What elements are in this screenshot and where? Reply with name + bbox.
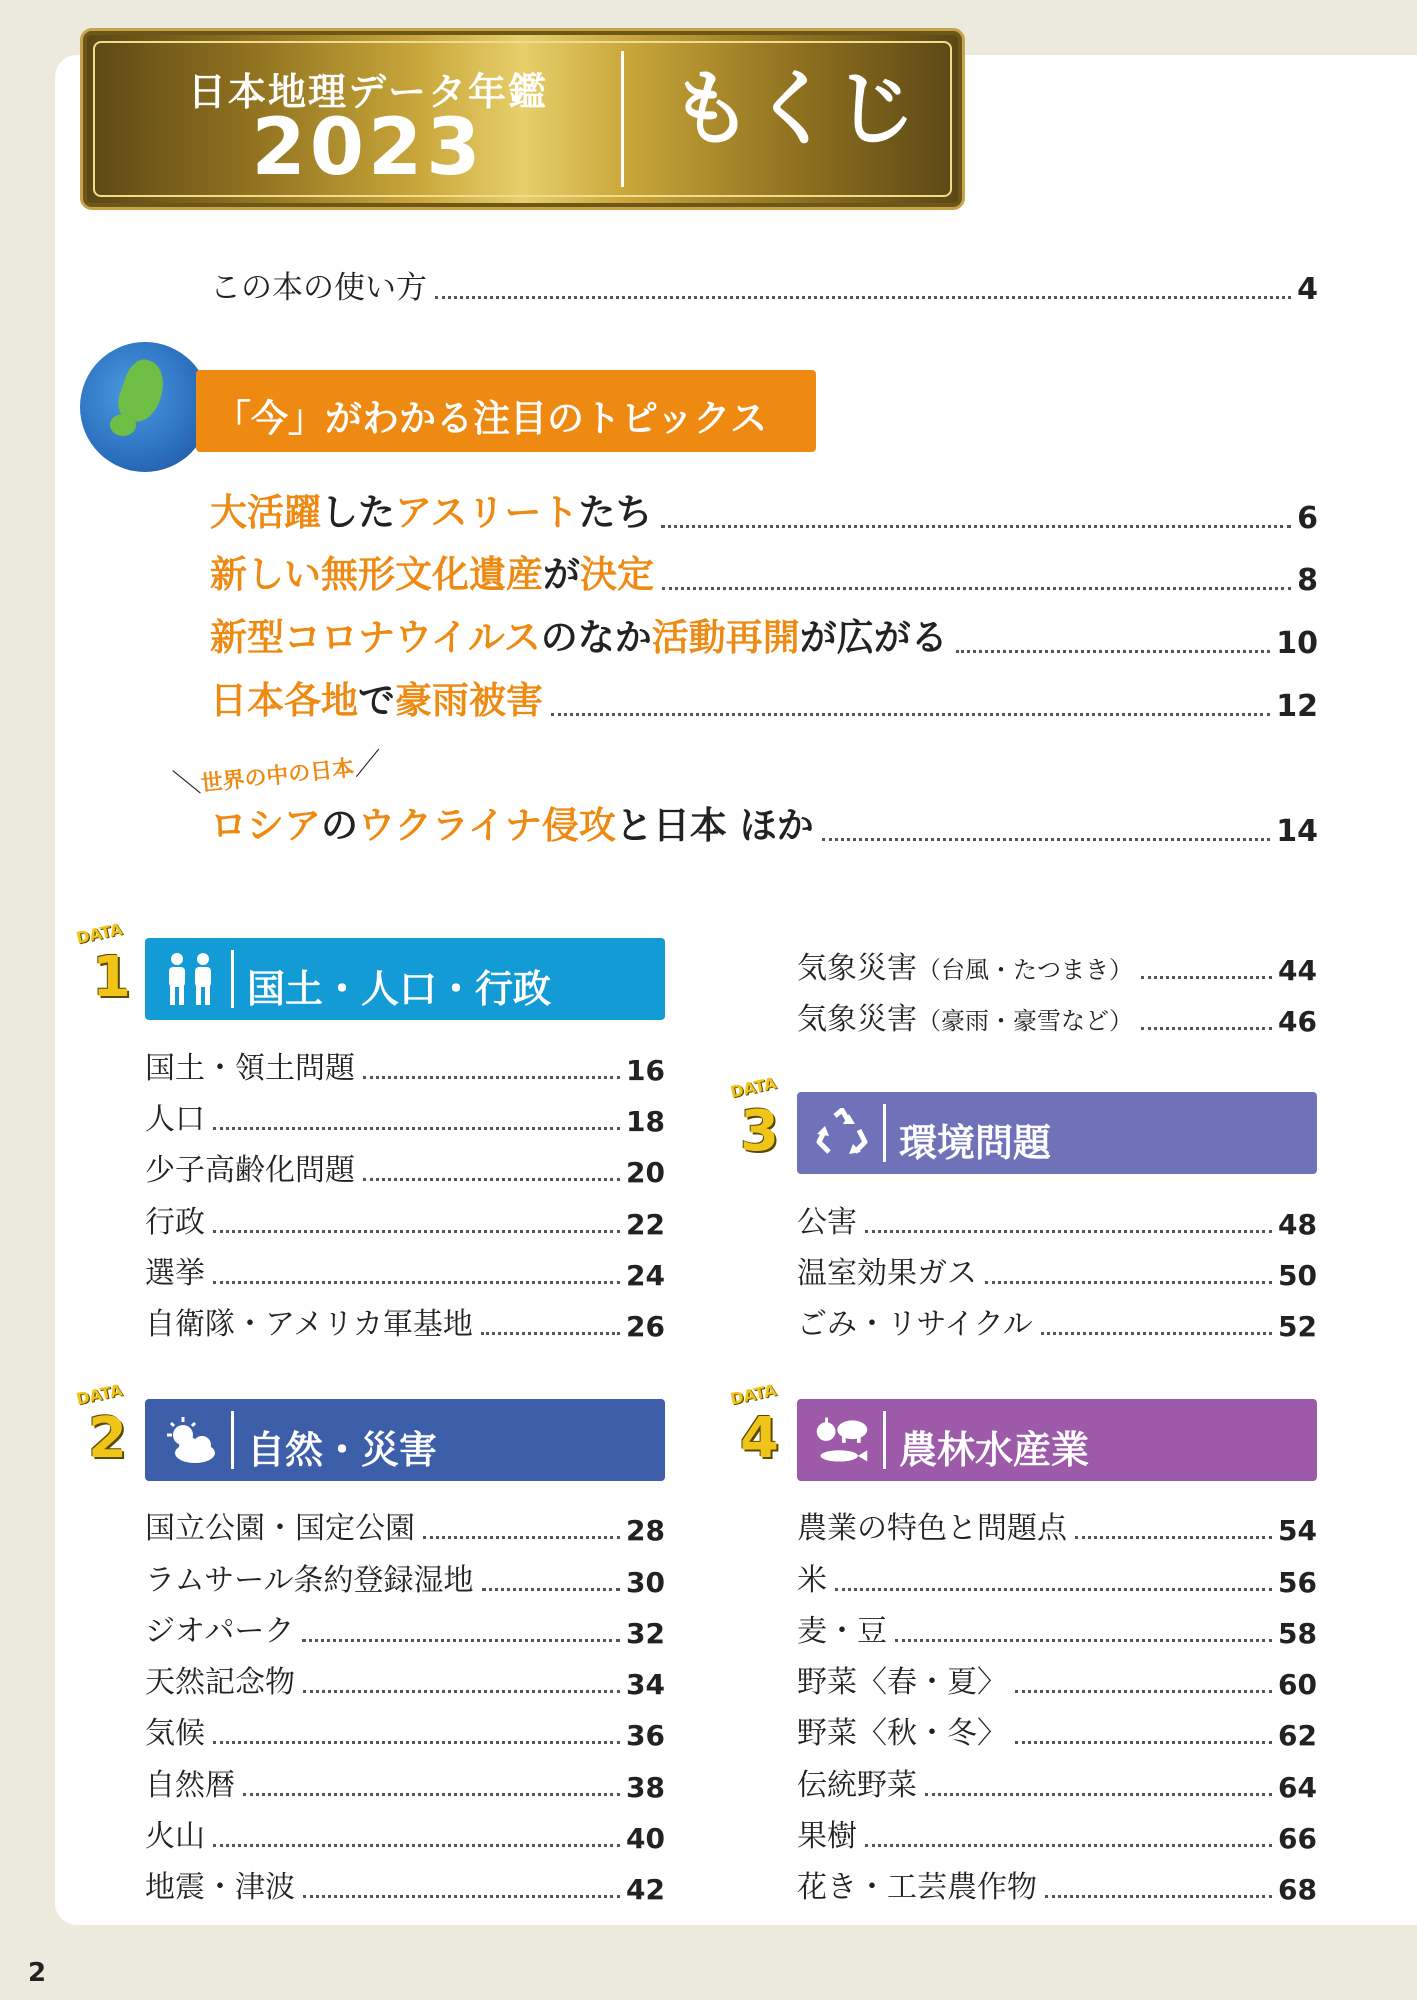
- toc-label: 花き・工芸農作物: [797, 1870, 1037, 1905]
- topics-header-label: 「今」がわかる注目のトピックス: [214, 397, 768, 440]
- leader-dots: [1141, 1027, 1272, 1030]
- section-number: 3: [740, 1099, 779, 1164]
- banner-divider: [621, 51, 624, 187]
- header-divider: [883, 1104, 886, 1162]
- toc-row[interactable]: [145, 1811, 665, 1855]
- section-title: 農林水産業: [899, 1428, 1090, 1472]
- toc-page: 20: [626, 1156, 665, 1189]
- toc-heading: もくじ: [669, 62, 916, 157]
- toc-row[interactable]: [145, 1606, 665, 1650]
- toc-label: 国立公園・国定公園: [145, 1511, 415, 1546]
- toc-page: 64: [1278, 1771, 1317, 1804]
- section-header-2: [145, 1399, 665, 1481]
- toc-page: 68: [1278, 1873, 1317, 1906]
- toc-label: 新しい無形文化遺産が決定: [210, 553, 654, 596]
- toc-page: 8: [1297, 563, 1318, 598]
- leader-dots: [895, 1639, 1272, 1642]
- toc-row[interactable]: [797, 1555, 1317, 1599]
- leader-dots: [303, 1690, 620, 1693]
- leader-dots: [925, 1793, 1272, 1796]
- leader-dots: [551, 713, 1270, 716]
- leader-dots: [213, 1230, 620, 1233]
- toc-page: 18: [626, 1105, 665, 1138]
- toc-page: 50: [1278, 1259, 1317, 1292]
- toc-label: この本の使い方: [210, 270, 427, 306]
- toc-row[interactable]: [145, 1145, 665, 1189]
- toc-row[interactable]: [797, 1657, 1317, 1701]
- toc-page: 66: [1278, 1822, 1317, 1855]
- toc-row-topic-4[interactable]: [210, 670, 1318, 724]
- toc-row-topic-2[interactable]: [210, 544, 1318, 598]
- recycle-icon: [813, 1106, 871, 1160]
- toc-row[interactable]: [145, 1197, 665, 1241]
- leader-dots: [822, 838, 1270, 841]
- toc-label: 選挙: [145, 1256, 205, 1291]
- toc-label: 農業の特色と問題点: [797, 1511, 1067, 1546]
- toc-page: 30: [626, 1566, 665, 1599]
- toc-row-topic-1[interactable]: [210, 482, 1318, 536]
- toc-label: 自然暦: [145, 1768, 235, 1803]
- toc-row[interactable]: [797, 943, 1317, 987]
- toc-row[interactable]: [797, 994, 1317, 1038]
- farm-icon: [813, 1413, 871, 1467]
- toc-label: 少子高齢化問題: [145, 1153, 355, 1188]
- toc-label: 人口: [145, 1102, 205, 1137]
- section-header-3: [797, 1092, 1317, 1174]
- leader-dots: [481, 1332, 620, 1335]
- toc-page: 42: [626, 1873, 665, 1906]
- toc-page: 32: [626, 1617, 665, 1650]
- toc-page: 22: [626, 1208, 665, 1241]
- toc-label: 新型コロナウイルスのなか活動再開が広がる: [210, 616, 948, 659]
- topics-header: [196, 370, 816, 452]
- toc-page: 40: [626, 1822, 665, 1855]
- toc-row-topic-3[interactable]: [210, 607, 1318, 661]
- toc-row[interactable]: [145, 1708, 665, 1752]
- header-divider: [883, 1411, 886, 1469]
- toc-label: 米: [797, 1563, 827, 1598]
- toc-label: 公害: [797, 1205, 857, 1240]
- toc-row[interactable]: [797, 1248, 1317, 1292]
- toc-label: 伝統野菜: [797, 1768, 917, 1803]
- leader-dots: [363, 1076, 620, 1079]
- world-tag-label: 世界の中の日本: [199, 755, 356, 797]
- data-label: DATA: [74, 1380, 124, 1409]
- leader-dots: [1141, 976, 1272, 979]
- section-header-1: [145, 938, 665, 1020]
- toc-page: 62: [1278, 1719, 1317, 1752]
- toc-page: 16: [626, 1054, 665, 1087]
- leader-dots: [302, 1639, 620, 1642]
- toc-page: 24: [626, 1259, 665, 1292]
- toc-label: 大活躍したアスリートたち: [210, 491, 653, 534]
- toc-page: 58: [1278, 1617, 1317, 1650]
- toc-row[interactable]: [145, 1299, 665, 1343]
- toc-page: 4: [1297, 272, 1318, 307]
- leader-dots: [835, 1588, 1272, 1591]
- toc-page: 48: [1278, 1208, 1317, 1241]
- toc-label: 気候: [145, 1716, 205, 1751]
- toc-page: 14: [1276, 814, 1318, 849]
- people-icon: [161, 952, 219, 1006]
- toc-row[interactable]: [797, 1708, 1317, 1752]
- toc-row-topic-5[interactable]: [210, 795, 1318, 849]
- leader-dots: [213, 1281, 620, 1284]
- section-title: 国土・人口・行政: [247, 967, 552, 1011]
- toc-row-intro[interactable]: [210, 262, 1318, 307]
- toc-row[interactable]: [797, 1299, 1317, 1343]
- toc-label: 自衛隊・アメリカ軍基地: [145, 1307, 473, 1342]
- toc-row[interactable]: [797, 1811, 1317, 1855]
- leader-dots: [482, 1588, 621, 1591]
- toc-page: 12: [1276, 689, 1318, 724]
- toc-label: 野菜〈春・夏〉: [797, 1665, 1007, 1700]
- toc-row[interactable]: [145, 1760, 665, 1804]
- toc-label: ジオパーク: [145, 1614, 295, 1649]
- section-number: 1: [92, 945, 131, 1010]
- world-in-japan-tag: ＼世界の中の日本／: [171, 746, 384, 801]
- leader-dots: [363, 1178, 620, 1181]
- leader-dots: [662, 587, 1291, 590]
- leader-dots: [435, 296, 1291, 299]
- toc-row[interactable]: [145, 1657, 665, 1701]
- section-number: 2: [88, 1406, 127, 1471]
- section-header-4: [797, 1399, 1317, 1481]
- toc-page: 28: [626, 1514, 665, 1547]
- toc-row[interactable]: [797, 1503, 1317, 1547]
- leader-dots: [865, 1844, 1272, 1847]
- toc-row[interactable]: [145, 1043, 665, 1087]
- toc-row[interactable]: [145, 1862, 665, 1906]
- toc-page: 36: [626, 1719, 665, 1752]
- toc-label: 麦・豆: [797, 1614, 887, 1649]
- leader-dots: [865, 1230, 1272, 1233]
- book-year: 2023: [251, 103, 485, 193]
- toc-page: 56: [1278, 1566, 1317, 1599]
- leader-dots: [213, 1127, 620, 1130]
- data-label: DATA: [74, 919, 124, 948]
- toc-label: 天然記念物: [145, 1665, 295, 1700]
- section-title: 環境問題: [899, 1121, 1052, 1165]
- leader-dots: [661, 525, 1292, 528]
- toc-row[interactable]: [145, 1503, 665, 1547]
- toc-row[interactable]: [797, 1197, 1317, 1241]
- toc-page: 44: [1278, 954, 1317, 987]
- leader-dots: [423, 1536, 620, 1539]
- globe-icon: [80, 342, 210, 472]
- leader-dots: [956, 650, 1270, 653]
- section-number: 4: [740, 1406, 779, 1471]
- book-title: 日本地理データ年鑑: [187, 70, 548, 114]
- toc-label: 気象災害（台風・たつまき）: [797, 951, 1133, 986]
- toc-label: 地震・津波: [145, 1870, 295, 1905]
- section-title: 自然・災害: [247, 1428, 438, 1472]
- toc-label: 果樹: [797, 1819, 857, 1854]
- data-label: DATA: [728, 1380, 778, 1409]
- toc-row[interactable]: [797, 1862, 1317, 1906]
- toc-label: 行政: [145, 1205, 205, 1240]
- leader-dots: [303, 1895, 620, 1898]
- leader-dots: [213, 1741, 620, 1744]
- toc-row[interactable]: [145, 1555, 665, 1599]
- toc-row[interactable]: [145, 1094, 665, 1138]
- toc-page: 60: [1278, 1668, 1317, 1701]
- page-number: 2: [28, 1958, 47, 1988]
- leader-dots: [1075, 1536, 1272, 1539]
- toc-row[interactable]: [145, 1248, 665, 1292]
- header-divider: [231, 950, 234, 1008]
- leader-dots: [1045, 1895, 1272, 1898]
- toc-label: 野菜〈秋・冬〉: [797, 1716, 1007, 1751]
- toc-row[interactable]: [797, 1760, 1317, 1804]
- toc-page: 34: [626, 1668, 665, 1701]
- toc-page: 52: [1278, 1310, 1317, 1343]
- toc-label: 火山: [145, 1819, 205, 1854]
- header-divider: [231, 1411, 234, 1469]
- toc-label: 日本各地で豪雨被害: [210, 679, 543, 722]
- weather-icon: [161, 1413, 219, 1467]
- toc-label: 国土・領土問題: [145, 1051, 355, 1086]
- toc-page: 6: [1297, 501, 1318, 536]
- toc-label: ごみ・リサイクル: [797, 1307, 1033, 1342]
- land-shape: [110, 414, 136, 436]
- toc-row[interactable]: [797, 1606, 1317, 1650]
- toc-label: ラムサール条約登録湿地: [145, 1563, 474, 1598]
- toc-label: 温室効果ガス: [797, 1256, 977, 1291]
- leader-dots: [1041, 1332, 1272, 1335]
- toc-page: 46: [1278, 1005, 1317, 1038]
- toc-page: 54: [1278, 1514, 1317, 1547]
- toc-page: 26: [626, 1310, 665, 1343]
- leader-dots: [213, 1844, 620, 1847]
- leader-dots: [1015, 1690, 1272, 1693]
- header-banner: [80, 28, 965, 210]
- data-label: DATA: [728, 1073, 778, 1102]
- toc-label: 気象災害（豪雨・豪雪など）: [797, 1002, 1133, 1037]
- leader-dots: [1015, 1741, 1272, 1744]
- toc-label: ロシアのウクライナ侵攻と日本 ほか: [210, 804, 814, 847]
- leader-dots: [243, 1793, 620, 1796]
- toc-page: 38: [626, 1771, 665, 1804]
- leader-dots: [985, 1281, 1272, 1284]
- toc-page: 10: [1276, 626, 1318, 661]
